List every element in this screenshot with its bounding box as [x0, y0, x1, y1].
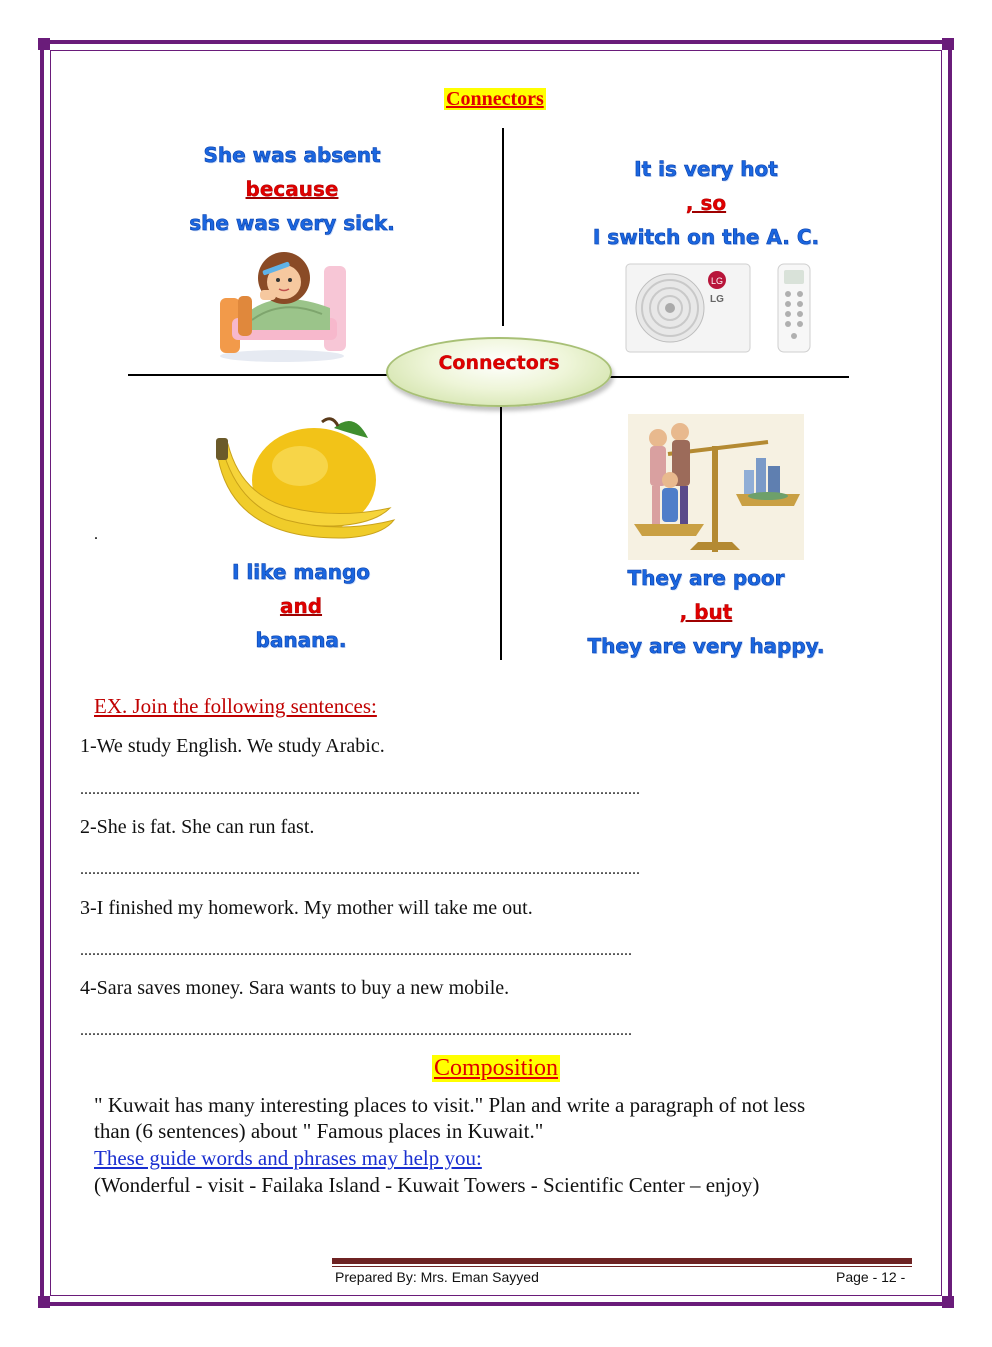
border-corner-bottom-right	[942, 1296, 954, 1308]
tl-line2: she was very sick.	[189, 211, 395, 235]
br-line2: They are very happy.	[587, 634, 825, 658]
border-corner-top-left	[38, 38, 50, 50]
center-label: Connectors	[438, 352, 560, 374]
answer-line-2[interactable]: ............................................................................................................................................	[80, 861, 640, 878]
footer-page-number: Page - 12 -	[836, 1269, 906, 1285]
guide-words-list: (Wonderful - visit - Failaka Island - Kuwait Towers - Scientific Center – enjoy)	[94, 1173, 760, 1197]
exercise-item-4: 4-Sara saves money. Sara wants to buy a new mobile.	[80, 977, 510, 999]
footer-bar-thin	[332, 1266, 912, 1267]
answer-line-3[interactable]: ..........................................................................................................................................	[80, 942, 632, 959]
quadrant-top-right-text	[570, 152, 842, 254]
bl-connector: and	[279, 594, 323, 618]
sick-girl-in-bed-icon	[212, 248, 352, 363]
exercise-item-2: 2-She is fat. She can run fast.	[80, 816, 315, 838]
quadrant-top-left-text	[150, 138, 434, 240]
tr-connector: , so	[685, 191, 727, 215]
answer-line-1[interactable]: ............................................................................................................................................	[80, 781, 640, 798]
footer-bar	[332, 1258, 912, 1264]
tl-connector: because	[245, 177, 339, 201]
quadrant-bottom-right-text	[570, 561, 842, 663]
divider-horizontal-right	[605, 376, 849, 378]
exercise-item-3: 3-I finished my homework. My mother will take me out.	[80, 897, 533, 919]
family-scale-icon	[628, 414, 804, 560]
air-conditioner-icon	[624, 262, 814, 357]
answer-line-4[interactable]: ..........................................................................................................................................	[80, 1022, 632, 1039]
divider-horizontal-left	[128, 374, 390, 376]
bl-line1: I like mango	[231, 560, 371, 584]
exercise-title: EX. Join the following sentences:	[94, 694, 377, 718]
footer-prepared-by: Prepared By: Mrs. Eman Sayyed	[335, 1269, 539, 1285]
quadrant-bottom-left-text	[170, 555, 432, 657]
composition-prompt-line2: than (6 sentences) about " Famous places in Kuwait."	[94, 1119, 544, 1143]
svg-text:LG: LG	[710, 276, 724, 286]
ac-brand-label: LG	[710, 294, 724, 305]
guide-words-label: These guide words and phrases may help you:	[94, 1146, 482, 1170]
composition-title: Composition	[434, 1055, 559, 1081]
divider-vertical-top	[502, 128, 504, 326]
page-title-text: Connectors	[446, 88, 544, 110]
page-title	[444, 88, 546, 111]
composition-prompt-line1: " Kuwait has many interesting places to visit." Plan and write a paragraph of not less	[94, 1093, 806, 1117]
br-connector: , but	[679, 600, 733, 624]
br-line1: They are poor	[627, 566, 785, 590]
mango-banana-icon	[214, 408, 398, 548]
tr-line1: It is very hot	[634, 157, 778, 181]
divider-vertical-bottom	[500, 405, 502, 660]
border-corner-top-right	[942, 38, 954, 50]
exercise-item-1: 1-We study English. We study Arabic.	[80, 735, 385, 757]
tr-line2: I switch on the A. C.	[592, 225, 820, 249]
bl-line2: banana.	[255, 628, 347, 652]
stray-dot: .	[94, 526, 98, 543]
border-corner-bottom-left	[38, 1296, 50, 1308]
tl-line1: She was absent	[203, 143, 381, 167]
